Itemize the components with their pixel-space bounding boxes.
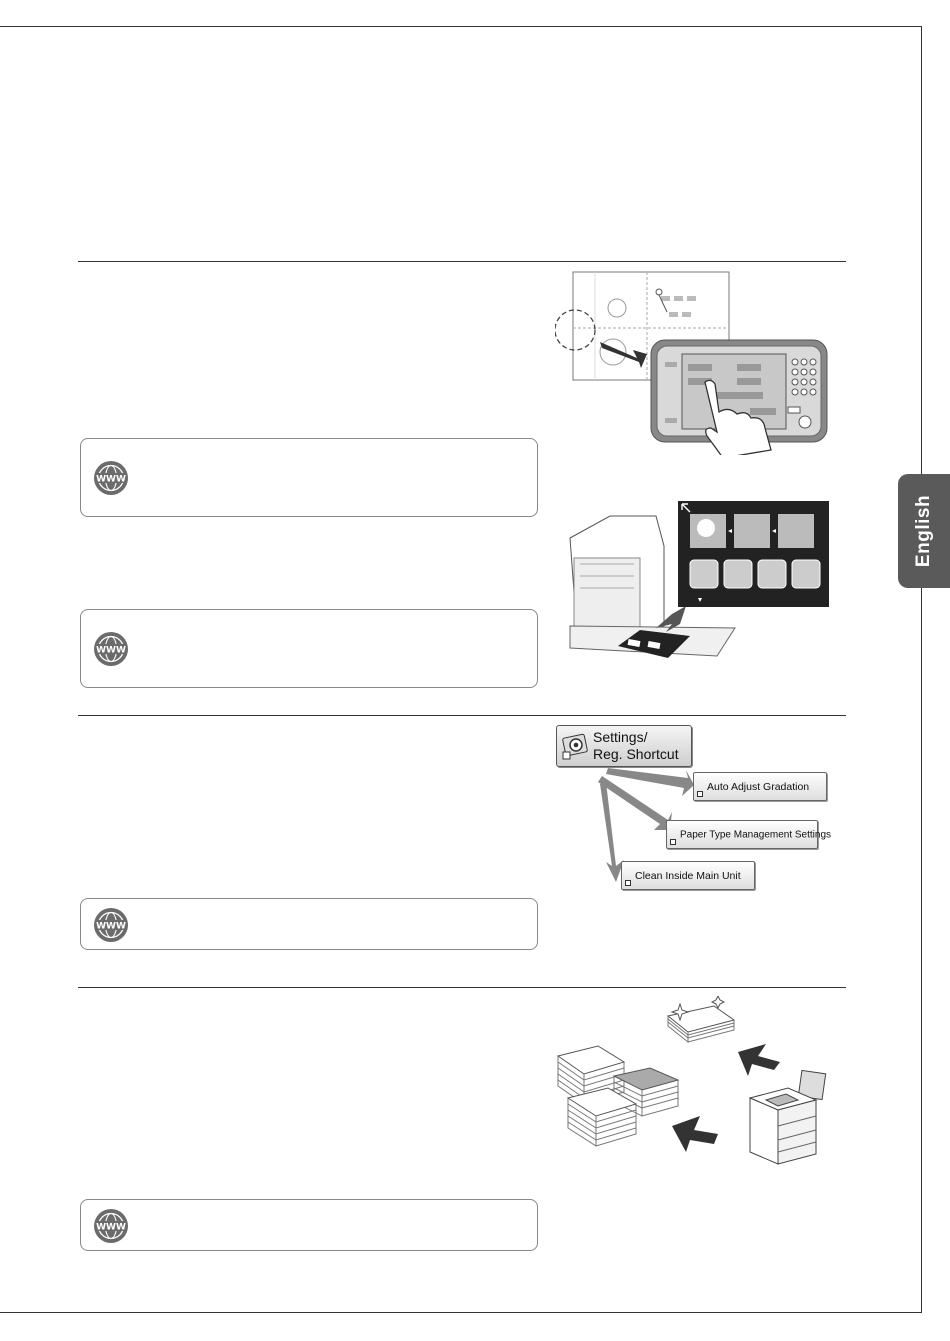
auto-adjust-gradation-button[interactable] <box>693 772 827 801</box>
online-manual-note-2 <box>80 609 538 688</box>
clean-inside-main-unit-label: Clean Inside Main Unit <box>635 869 741 882</box>
settings-button-line2: Reg. Shortcut <box>593 746 679 762</box>
svg-text:WWW: WWW <box>96 1222 126 1233</box>
svg-text:WWW: WWW <box>96 921 126 932</box>
www-globe-icon <box>93 631 129 667</box>
language-tab-label: English <box>913 494 934 568</box>
paper-type-management-label: Paper Type Management Settings <box>680 829 832 840</box>
scanner-illustration <box>560 498 832 690</box>
online-manual-note-4 <box>80 1199 538 1251</box>
section-divider-1 <box>78 261 846 262</box>
auto-adjust-gradation-label: Auto Adjust Gradation <box>707 780 810 793</box>
svg-text:WWW: WWW <box>96 645 126 656</box>
settings-icon <box>562 732 590 760</box>
paper-stack-icon <box>668 996 734 1042</box>
settings-reg-shortcut-button[interactable] <box>556 725 692 767</box>
www-globe-icon <box>93 1208 129 1244</box>
copier-machine-icon <box>750 1070 826 1164</box>
paper-output-illustration <box>554 996 840 1168</box>
section-divider-2 <box>78 715 846 716</box>
www-globe-icon <box>93 907 129 943</box>
svg-text:WWW: WWW <box>96 474 126 485</box>
section-divider-3 <box>78 987 846 988</box>
shortcut-mark-icon <box>697 791 703 797</box>
language-tab[interactable] <box>898 474 950 588</box>
control-panel-illustration <box>555 270 835 455</box>
settings-button-line1: Settings/ <box>593 729 648 745</box>
online-manual-note-3 <box>80 898 538 950</box>
online-manual-note-1 <box>80 438 538 517</box>
paper-type-management-button[interactable] <box>666 820 832 849</box>
shortcut-mark-icon <box>625 880 631 886</box>
www-globe-icon <box>93 460 129 496</box>
shortcut-mark-icon <box>670 839 676 845</box>
clean-inside-main-unit-button[interactable] <box>621 861 755 890</box>
